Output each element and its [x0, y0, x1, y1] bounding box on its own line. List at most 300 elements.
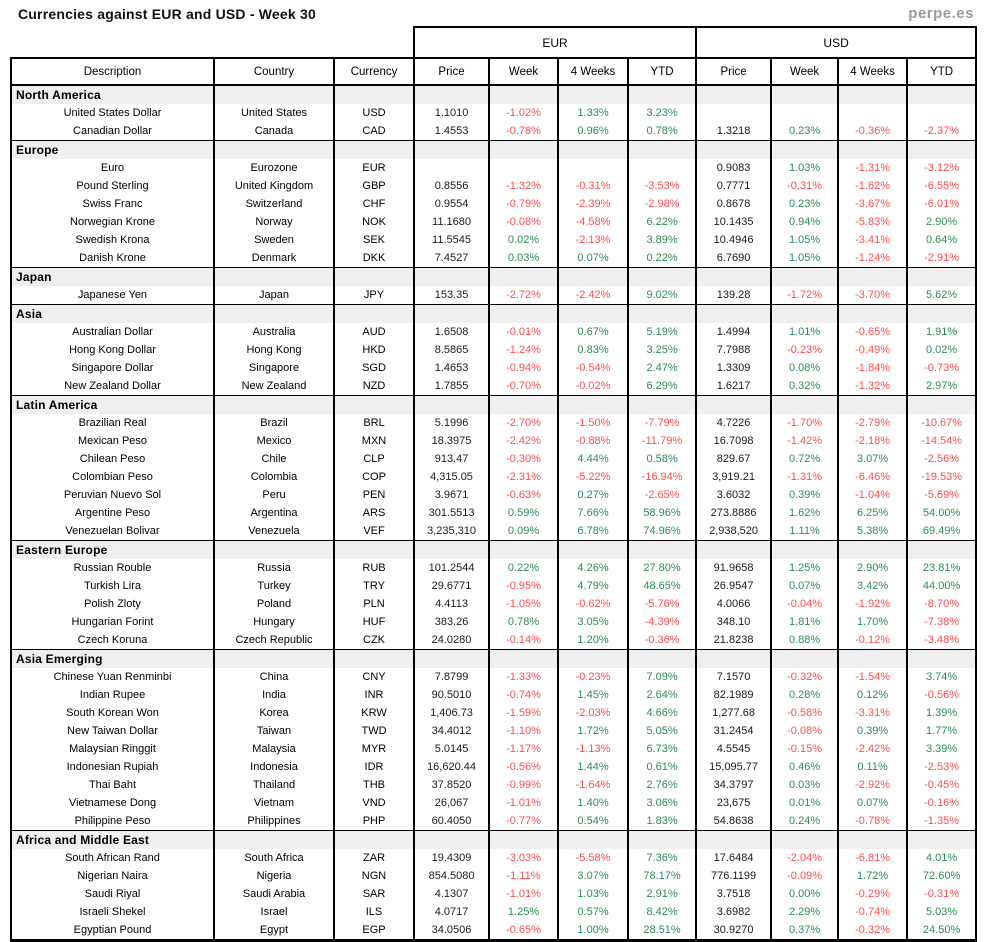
section-filler-cell [558, 396, 628, 415]
cell-country: Nigeria [214, 867, 334, 885]
cell-eur-ytd: 2.64% [628, 686, 696, 704]
section-filler-cell [907, 831, 976, 850]
cell-usd-price: 10.1435 [696, 213, 771, 231]
cell-description: Canadian Dollar [11, 122, 214, 141]
cell-usd-price: 829.67 [696, 450, 771, 468]
cell-eur-ytd: -3.53% [628, 177, 696, 195]
cell-usd-price: 0.9083 [696, 159, 771, 177]
cell-usd-week: 1.62% [771, 504, 838, 522]
cell-description: New Taiwan Dollar [11, 722, 214, 740]
cell-eur-price: 26,067 [414, 794, 489, 812]
cell-usd-4weeks: 1.72% [838, 867, 907, 885]
cell-usd-4weeks: -1.24% [838, 249, 907, 268]
cell-eur-price: 37.8520 [414, 776, 489, 794]
cell-usd-week: -0.58% [771, 704, 838, 722]
cell-eur-week: -0.77% [489, 812, 558, 831]
table-row-php [11, 812, 976, 831]
section-row-asia [11, 305, 976, 324]
cell-usd-4weeks: -2.18% [838, 432, 907, 450]
cell-usd-ytd: -2.56% [907, 450, 976, 468]
cell-eur-4weeks: 4.79% [558, 577, 628, 595]
cell-usd-week: 0.01% [771, 794, 838, 812]
cell-usd-price: 82.1989 [696, 686, 771, 704]
cell-usd-4weeks: -3.67% [838, 195, 907, 213]
column-header-row [11, 58, 976, 85]
cell-currency: PEN [334, 486, 414, 504]
cell-eur-price: 8.5865 [414, 341, 489, 359]
table-body [11, 85, 976, 941]
cell-description: Brazilian Real [11, 414, 214, 432]
section-filler-cell [489, 650, 558, 669]
cell-description: Mexican Peso [11, 432, 214, 450]
section-row-japan [11, 268, 976, 287]
cell-country: Denmark [214, 249, 334, 268]
cell-currency: SAR [334, 885, 414, 903]
cell-description: Pound Sterling [11, 177, 214, 195]
section-filler-cell [334, 141, 414, 160]
table-row-sar [11, 885, 976, 903]
cell-usd-week: 1.25% [771, 559, 838, 577]
cell-usd-week: -2.04% [771, 849, 838, 867]
cell-eur-ytd: 7.36% [628, 849, 696, 867]
cell-description: United States Dollar [11, 104, 214, 122]
section-filler-cell [838, 541, 907, 560]
cell-usd-4weeks: 0.11% [838, 758, 907, 776]
cell-description: Danish Krone [11, 249, 214, 268]
cell-eur-price [414, 159, 489, 177]
section-filler-cell [628, 831, 696, 850]
section-label: Asia Emerging [11, 650, 214, 669]
cell-description: Swiss Franc [11, 195, 214, 213]
cell-eur-4weeks: 1.40% [558, 794, 628, 812]
cell-currency: EGP [334, 921, 414, 941]
cell-country: South Africa [214, 849, 334, 867]
cell-usd-price: 0.8678 [696, 195, 771, 213]
cell-description: Euro [11, 159, 214, 177]
section-filler-cell [907, 141, 976, 160]
currency-table [10, 26, 977, 942]
cell-eur-price: 5.1996 [414, 414, 489, 432]
cell-usd-price: 139.28 [696, 286, 771, 305]
section-filler-cell [489, 541, 558, 560]
section-row-eastern-europe [11, 541, 976, 560]
cell-description: Chilean Peso [11, 450, 214, 468]
section-filler-cell [838, 268, 907, 287]
section-filler-cell [771, 268, 838, 287]
cell-usd-week: 0.23% [771, 195, 838, 213]
cell-currency: SGD [334, 359, 414, 377]
cell-eur-price: 1.7855 [414, 377, 489, 396]
cell-currency: SEK [334, 231, 414, 249]
cell-eur-week: -1.01% [489, 794, 558, 812]
cell-usd-price: 1.6217 [696, 377, 771, 396]
cell-currency: INR [334, 686, 414, 704]
cell-description: Turkish Lira [11, 577, 214, 595]
cell-country: India [214, 686, 334, 704]
cell-eur-4weeks: -0.88% [558, 432, 628, 450]
table-row-pen [11, 486, 976, 504]
cell-eur-ytd: -2.98% [628, 195, 696, 213]
cell-description: New Zealand Dollar [11, 377, 214, 396]
cell-usd-ytd: -10.67% [907, 414, 976, 432]
table-row-pln [11, 595, 976, 613]
cell-usd-price: 23,675 [696, 794, 771, 812]
cell-currency: NZD [334, 377, 414, 396]
cell-eur-week: -0.01% [489, 323, 558, 341]
cell-eur-4weeks: 1.03% [558, 885, 628, 903]
cell-currency: VEF [334, 522, 414, 541]
column-header-price-eur: Price [414, 58, 489, 85]
cell-currency: HKD [334, 341, 414, 359]
cell-usd-week: -0.31% [771, 177, 838, 195]
cell-eur-4weeks: -2.39% [558, 195, 628, 213]
section-filler-cell [414, 650, 489, 669]
cell-eur-price: 29.6771 [414, 577, 489, 595]
cell-country: Chile [214, 450, 334, 468]
section-filler-cell [696, 396, 771, 415]
column-header-country: Country [214, 58, 334, 85]
cell-eur-ytd: 3.25% [628, 341, 696, 359]
cell-usd-price: 26.9547 [696, 577, 771, 595]
section-filler-cell [414, 141, 489, 160]
cell-usd-price: 7.1570 [696, 668, 771, 686]
table-row-idr [11, 758, 976, 776]
cell-eur-4weeks: 0.83% [558, 341, 628, 359]
section-filler-cell [696, 268, 771, 287]
cell-usd-4weeks [838, 104, 907, 122]
cell-eur-ytd: 9.02% [628, 286, 696, 305]
cell-eur-ytd: 78.17% [628, 867, 696, 885]
cell-eur-price: 1.1010 [414, 104, 489, 122]
cell-eur-ytd: 2.91% [628, 885, 696, 903]
cell-usd-price: 1,277.68 [696, 704, 771, 722]
cell-eur-4weeks: -2.42% [558, 286, 628, 305]
cell-eur-4weeks: -2.13% [558, 231, 628, 249]
cell-usd-4weeks: -0.12% [838, 631, 907, 650]
table-row-clp [11, 450, 976, 468]
section-filler-cell [414, 268, 489, 287]
cell-country: Czech Republic [214, 631, 334, 650]
section-filler-cell [214, 268, 334, 287]
cell-eur-price: 34.0506 [414, 921, 489, 941]
cell-description: Peruvian Nuevo Sol [11, 486, 214, 504]
cell-currency: HUF [334, 613, 414, 631]
cell-usd-4weeks: -1.84% [838, 359, 907, 377]
cell-eur-ytd: 2.47% [628, 359, 696, 377]
cell-usd-week: -0.08% [771, 722, 838, 740]
table-row-ars [11, 504, 976, 522]
cell-description: Czech Koruna [11, 631, 214, 650]
section-filler-cell [628, 650, 696, 669]
section-label: North America [11, 85, 214, 104]
section-filler-cell [489, 268, 558, 287]
cell-country: Russia [214, 559, 334, 577]
cell-usd-price: 3.7518 [696, 885, 771, 903]
cell-country: Singapore [214, 359, 334, 377]
cell-eur-4weeks: 0.07% [558, 249, 628, 268]
section-filler-cell [771, 541, 838, 560]
site-logo: perpe.es [908, 5, 974, 22]
table-row-ngn [11, 867, 976, 885]
section-filler-cell [558, 85, 628, 104]
cell-eur-week: -0.08% [489, 213, 558, 231]
section-filler-cell [628, 141, 696, 160]
cell-eur-ytd: 5.19% [628, 323, 696, 341]
cell-country: China [214, 668, 334, 686]
cell-eur-price: 7.8799 [414, 668, 489, 686]
cell-usd-week: 0.28% [771, 686, 838, 704]
cell-usd-4weeks: -3.70% [838, 286, 907, 305]
cell-usd-price: 21.8238 [696, 631, 771, 650]
group-header-row [11, 27, 976, 58]
cell-eur-price: 3,235,310 [414, 522, 489, 541]
cell-currency: VND [334, 794, 414, 812]
cell-usd-week: 0.46% [771, 758, 838, 776]
cell-usd-4weeks: 1.70% [838, 613, 907, 631]
cell-eur-4weeks: -4.58% [558, 213, 628, 231]
cell-usd-price: 34.3797 [696, 776, 771, 794]
cell-eur-4weeks: 0.27% [558, 486, 628, 504]
cell-currency: KRW [334, 704, 414, 722]
cell-currency: CZK [334, 631, 414, 650]
cell-usd-week: 0.88% [771, 631, 838, 650]
cell-eur-price: 60.4050 [414, 812, 489, 831]
cell-usd-week: 1.05% [771, 231, 838, 249]
cell-usd-price: 4.7226 [696, 414, 771, 432]
cell-country: Poland [214, 595, 334, 613]
cell-country: Korea [214, 704, 334, 722]
cell-eur-4weeks: 1.00% [558, 921, 628, 941]
cell-currency: AUD [334, 323, 414, 341]
cell-eur-4weeks: -0.02% [558, 377, 628, 396]
section-filler-cell [628, 85, 696, 104]
cell-eur-week [489, 159, 558, 177]
table-row-nzd [11, 377, 976, 396]
cell-usd-price: 273.8886 [696, 504, 771, 522]
cell-description: Swedish Krona [11, 231, 214, 249]
cell-usd-price: 348.10 [696, 613, 771, 631]
cell-eur-4weeks: 3.07% [558, 867, 628, 885]
cell-eur-4weeks: -0.23% [558, 668, 628, 686]
cell-usd-4weeks: -0.29% [838, 885, 907, 903]
cell-eur-ytd: -2.65% [628, 486, 696, 504]
cell-eur-ytd: -0.36% [628, 631, 696, 650]
cell-eur-ytd: 3.89% [628, 231, 696, 249]
cell-eur-week: -1.32% [489, 177, 558, 195]
cell-usd-week: 2.29% [771, 903, 838, 921]
cell-usd-ytd: -1.35% [907, 812, 976, 831]
cell-usd-4weeks: -1.04% [838, 486, 907, 504]
cell-usd-4weeks: -2.92% [838, 776, 907, 794]
cell-eur-week: -0.94% [489, 359, 558, 377]
table-row-gbp [11, 177, 976, 195]
cell-description: Argentine Peso [11, 504, 214, 522]
cell-eur-ytd: 0.58% [628, 450, 696, 468]
cell-country: Colombia [214, 468, 334, 486]
section-filler-cell [334, 305, 414, 324]
section-filler-cell [334, 85, 414, 104]
cell-usd-ytd: -7.38% [907, 613, 976, 631]
cell-usd-ytd: 3.39% [907, 740, 976, 758]
cell-eur-4weeks: 3.05% [558, 613, 628, 631]
section-filler-cell [907, 650, 976, 669]
section-filler-cell [838, 650, 907, 669]
cell-usd-4weeks: -0.78% [838, 812, 907, 831]
table-row-nok [11, 213, 976, 231]
cell-description: Japanese Yen [11, 286, 214, 305]
cell-currency: CNY [334, 668, 414, 686]
cell-currency: NOK [334, 213, 414, 231]
section-filler-cell [696, 305, 771, 324]
cell-usd-ytd: 0.02% [907, 341, 976, 359]
cell-eur-price: 11.5545 [414, 231, 489, 249]
cell-description: South African Rand [11, 849, 214, 867]
cell-usd-4weeks: -0.32% [838, 921, 907, 941]
section-filler-cell [558, 541, 628, 560]
cell-usd-week: -0.09% [771, 867, 838, 885]
table-row-twd [11, 722, 976, 740]
cell-usd-ytd: 69.49% [907, 522, 976, 541]
cell-description: Indonesian Rupiah [11, 758, 214, 776]
table-row-try [11, 577, 976, 595]
table-row-czk [11, 631, 976, 650]
cell-country: Brazil [214, 414, 334, 432]
section-filler-cell [334, 268, 414, 287]
section-filler-cell [489, 831, 558, 850]
cell-currency: BRL [334, 414, 414, 432]
table-row-myr [11, 740, 976, 758]
cell-eur-4weeks: -2.03% [558, 704, 628, 722]
cell-description: Thai Baht [11, 776, 214, 794]
cell-usd-4weeks: 3.07% [838, 450, 907, 468]
cell-usd-4weeks: 6.25% [838, 504, 907, 522]
cell-currency: JPY [334, 286, 414, 305]
cell-country: Canada [214, 122, 334, 141]
cell-eur-week: -0.79% [489, 195, 558, 213]
cell-description: Indian Rupee [11, 686, 214, 704]
column-header-price-usd: Price [696, 58, 771, 85]
cell-eur-price: 3.9671 [414, 486, 489, 504]
table-row-cny [11, 668, 976, 686]
cell-country: United Kingdom [214, 177, 334, 195]
cell-eur-price: 1.6508 [414, 323, 489, 341]
cell-eur-4weeks: 1.44% [558, 758, 628, 776]
cell-eur-week: -1.33% [489, 668, 558, 686]
cell-eur-price: 101.2544 [414, 559, 489, 577]
cell-eur-week: -2.31% [489, 468, 558, 486]
cell-eur-price: 4.1307 [414, 885, 489, 903]
cell-eur-week: -2.72% [489, 286, 558, 305]
cell-eur-week: -0.14% [489, 631, 558, 650]
section-filler-cell [696, 650, 771, 669]
section-filler-cell [214, 541, 334, 560]
column-header-ytd-eur: YTD [628, 58, 696, 85]
section-filler-cell [489, 85, 558, 104]
cell-usd-week: 1.01% [771, 323, 838, 341]
section-filler-cell [214, 396, 334, 415]
cell-usd-4weeks: -0.74% [838, 903, 907, 921]
section-row-latin-america [11, 396, 976, 415]
cell-eur-price: 24.0280 [414, 631, 489, 650]
cell-description: South Korean Won [11, 704, 214, 722]
table-row-dkk [11, 249, 976, 268]
table-row-inr [11, 686, 976, 704]
section-row-africa-and-middle-east [11, 831, 976, 850]
cell-eur-week: -2.42% [489, 432, 558, 450]
cell-eur-week: -0.70% [489, 377, 558, 396]
cell-usd-ytd [907, 104, 976, 122]
table-row-zar [11, 849, 976, 867]
cell-currency: PLN [334, 595, 414, 613]
cell-eur-ytd: 0.22% [628, 249, 696, 268]
cell-usd-price: 16.7098 [696, 432, 771, 450]
section-filler-cell [214, 831, 334, 850]
cell-usd-week: 0.94% [771, 213, 838, 231]
cell-usd-4weeks: -2.42% [838, 740, 907, 758]
cell-usd-week: 0.37% [771, 921, 838, 941]
table-row-egp [11, 921, 976, 941]
column-header-currency: Currency [334, 58, 414, 85]
cell-currency: USD [334, 104, 414, 122]
section-filler-cell [628, 396, 696, 415]
cell-eur-price: 7.4527 [414, 249, 489, 268]
cell-usd-price: 6.7690 [696, 249, 771, 268]
cell-usd-ytd: 24.50% [907, 921, 976, 941]
cell-currency: CAD [334, 122, 414, 141]
table-row-huf [11, 613, 976, 631]
section-filler-cell [907, 305, 976, 324]
page-title: Currencies against EUR and USD - Week 30 [18, 6, 316, 22]
cell-country: Argentina [214, 504, 334, 522]
section-filler-cell [838, 831, 907, 850]
cell-usd-price: 4.0066 [696, 595, 771, 613]
cell-description: Singapore Dollar [11, 359, 214, 377]
table-row-thb [11, 776, 976, 794]
cell-eur-4weeks: 0.57% [558, 903, 628, 921]
cell-usd-4weeks: -0.49% [838, 341, 907, 359]
cell-eur-ytd: 6.73% [628, 740, 696, 758]
cell-eur-ytd [628, 159, 696, 177]
cell-usd-price: 776.1199 [696, 867, 771, 885]
cell-usd-week: 0.08% [771, 359, 838, 377]
cell-usd-price: 17.6484 [696, 849, 771, 867]
table-row-cad [11, 122, 976, 141]
cell-description: Venezuelan Bolivar [11, 522, 214, 541]
section-filler-cell [838, 305, 907, 324]
cell-eur-ytd: -4.39% [628, 613, 696, 631]
cell-eur-price: 1,406.73 [414, 704, 489, 722]
cell-currency: GBP [334, 177, 414, 195]
cell-eur-week: -0.99% [489, 776, 558, 794]
section-filler-cell [907, 85, 976, 104]
cell-usd-ytd: -6.01% [907, 195, 976, 213]
section-filler-cell [414, 85, 489, 104]
cell-country: Eurozone [214, 159, 334, 177]
cell-usd-ytd: 5.62% [907, 286, 976, 305]
section-filler-cell [696, 541, 771, 560]
cell-eur-price: 18.3975 [414, 432, 489, 450]
cell-eur-ytd: 0.78% [628, 122, 696, 141]
cell-eur-ytd: 58.96% [628, 504, 696, 522]
cell-country: Philippines [214, 812, 334, 831]
cell-usd-ytd: 1.77% [907, 722, 976, 740]
cell-usd-ytd: -0.45% [907, 776, 976, 794]
section-filler-cell [214, 141, 334, 160]
section-filler-cell [414, 541, 489, 560]
cell-usd-4weeks: -6.46% [838, 468, 907, 486]
cell-usd-week: 0.07% [771, 577, 838, 595]
cell-usd-ytd: -2.37% [907, 122, 976, 141]
